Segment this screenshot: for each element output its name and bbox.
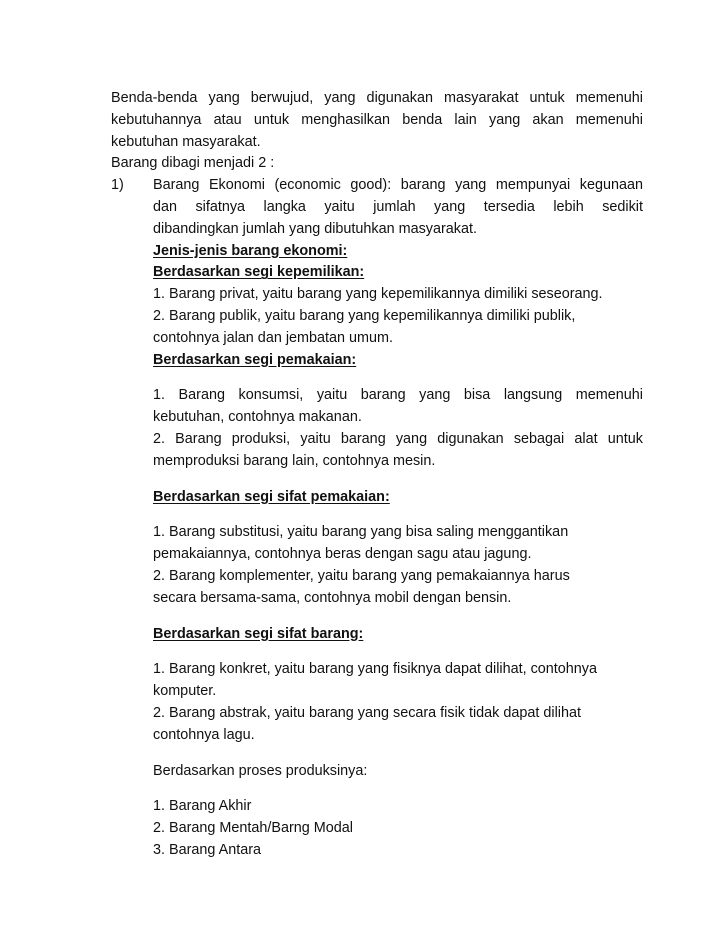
- proses-item-text: Barang Akhir: [169, 798, 252, 815]
- proses-item-number: 3.: [153, 841, 166, 858]
- sifat-pemakaian-heading: Berdasarkan segi sifat pemakaian:: [153, 488, 390, 505]
- intro-line: kebutuhan masyarakat.: [111, 133, 261, 150]
- division-line: Barang dibagi menjadi 2 :: [111, 155, 275, 172]
- spacer: [153, 473, 643, 487]
- intro-line: Benda-benda yang berwujud, yang digunakan masyarakat untuk memenuhi: [111, 90, 643, 106]
- spacer: [153, 371, 643, 385]
- item-line: dan sifatnya langka yaitu jumlah yang tersedia lebih sedikit: [153, 198, 643, 215]
- document-page: [111, 88, 643, 862]
- proses-item: [153, 818, 643, 840]
- proses-item: [153, 796, 643, 818]
- spacer: [153, 508, 643, 522]
- sifat-barang-line: contohnya lagu.: [153, 726, 255, 743]
- sifat-barang-line: komputer.: [153, 683, 217, 700]
- intro-line: kebutuhannya atau untuk menghasilkan benda lain yang akan memenuhi: [111, 111, 643, 128]
- proses-item-number: 2.: [153, 820, 166, 837]
- list-number: 1): [111, 177, 124, 194]
- proses-produksi-heading: Berdasarkan proses produksinya:: [153, 762, 368, 779]
- sifat-pemakaian-line: 2. Barang komplementer, yaitu barang yang pemakaiannya harus: [153, 567, 570, 584]
- sifat-barang-line: 1. Barang konkret, yaitu barang yang fisiknya dapat dilihat, contohnya: [153, 661, 597, 678]
- spacer: [153, 610, 643, 624]
- jenis-heading: Jenis-jenis barang ekonomi:: [153, 242, 348, 259]
- sifat-pemakaian-line: 1. Barang substitusi, yaitu barang yang bisa saling menggantikan: [153, 524, 569, 541]
- proses-item: [153, 840, 643, 862]
- sifat-pemakaian-line: secara bersama-sama, contohnya mobil dengan bensin.: [153, 589, 512, 606]
- kepemilikan-line: contohnya jalan dan jembatan umum.: [153, 329, 393, 346]
- proses-item-text: Barang Antara: [169, 841, 262, 858]
- sifat-barang-heading: Berdasarkan segi sifat barang:: [153, 625, 364, 642]
- kepemilikan-line: 2. Barang publik, yaitu barang yang kepemilikannya dimiliki publik,: [153, 307, 576, 324]
- jenis-section: [111, 241, 643, 862]
- pemakaian-line: 2. Barang produksi, yaitu barang yang digunakan sebagai alat untuk: [153, 430, 643, 447]
- intro-paragraph: [111, 88, 643, 153]
- spacer: [153, 747, 643, 761]
- spacer: [153, 782, 643, 796]
- sifat-barang-line: 2. Barang abstrak, yaitu barang yang secara fisik tidak dapat dilihat: [153, 704, 581, 721]
- kepemilikan-heading: Berdasarkan segi kepemilikan:: [153, 264, 365, 281]
- kepemilikan-line: 1. Barang privat, yaitu barang yang kepemilikannya dimiliki seseorang.: [153, 286, 603, 303]
- pemakaian-line: 1. Barang konsumsi, yaitu barang yang bisa langsung memenuhi: [153, 387, 643, 404]
- spacer: [153, 645, 643, 659]
- pemakaian-heading: Berdasarkan segi pemakaian:: [153, 351, 357, 368]
- item-line: Barang Ekonomi (economic good): barang yang mempunyai kegunaan: [153, 177, 643, 194]
- item-line: dibandingkan jumlah yang dibutuhkan masyarakat.: [153, 220, 478, 237]
- proses-item-text: Barang Mentah/Barng Modal: [169, 820, 353, 837]
- pemakaian-line: memproduksi barang lain, contohnya mesin.: [153, 452, 436, 469]
- proses-item-number: 1.: [153, 798, 166, 815]
- sifat-pemakaian-line: pemakaiannya, contohnya beras dengan sagu atau jagung.: [153, 546, 532, 563]
- list-item-barang-ekonomi: [111, 175, 643, 240]
- pemakaian-line: kebutuhan, contohnya makanan.: [153, 409, 362, 426]
